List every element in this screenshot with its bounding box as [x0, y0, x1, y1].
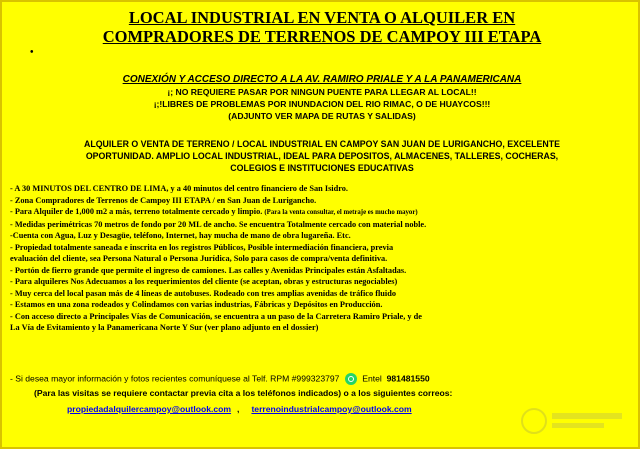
email-link-alquiler[interactable]: propiedadalquilercampoy@outlook.com: [67, 404, 232, 414]
feature-item: - Estamos en una zona rodeados y Colindamos con varias industrias, Fábricas y Depósitos en Producción.: [10, 300, 383, 309]
email-link-terreno[interactable]: terrenoindustrialcampoy@outlook.com: [251, 404, 412, 414]
title-line-2: COMPRADORES DE TERRENOS DE CAMPOY III ETAPA: [102, 27, 542, 46]
notice-no-flood: ¡;!LIBRES DE PROBLEMAS POR INUNDACION DEL RIO RIMAC, O DE HUAYCOS!!!: [153, 99, 491, 109]
feature-item: - Portón de fierro grande que permite el ingreso de camiones. Las calles y Avenidas Principales están Asfaltadas.: [10, 265, 407, 275]
feature-item: - Zona Compradores de Terrenos de Campoy III ETAPA / en San Juan de Lurigancho.: [10, 195, 317, 205]
notice-map: (ADJUNTO VER MAPA DE RUTAS Y SALIDAS): [228, 111, 416, 121]
feature-item: [10, 206, 638, 219]
feature-item: - A 30 MINUTOS DEL CENTRO DE LIMA, y a 40 minutos del centro financiero de San Isidro.: [10, 184, 348, 193]
intro-line-2: OPORTUNIDAD. AMPLIO LOCAL INDUSTRIAL, IDEAL PARA DEPOSITOS, ALMACENES, TALLERES, COCHERAS,: [85, 151, 559, 161]
feature-item: - Muy cerca del local pasan más de 4 líneas de autobuses. Rodeado con tres amplias avenidas de tráfico fluido: [10, 288, 396, 298]
access-heading: CONEXIÓN Y ACCESO DIRECTO A LA AV. RAMIRO PRIALE Y A LA PANAMERICANA: [122, 74, 522, 85]
watermark-logo: [520, 403, 630, 439]
feature-item: - Con acceso directo a Principales Vías de Comunicación, se encuentra a un paso de la Carretera Ramiro Priale, y de: [10, 311, 422, 321]
intro-paragraph: [2, 138, 640, 174]
feature-note: (Para la venta consultar, el metraje es mucho mayor): [264, 209, 418, 216]
feature-item: -Cuenta con Agua, Luz y Desagüe, teléfono, Internet, hay mucha de mano de obra lugareña. Etc.: [10, 231, 351, 240]
contact-info-text: - Si desea mayor información y fotos recientes comuníquese al Telf. RPM #999323797: [10, 373, 340, 384]
feature-item: - Propiedad totalmente saneada e inscrita en los registros Públicos, Posible intermediación financiera, previa: [10, 242, 394, 252]
feature-item: - Para alquileres Nos Adecuamos a los requerimientos del cliente (se aceptan, obras y estructuras negociables): [10, 277, 398, 286]
features-list: [10, 183, 638, 334]
whatsapp-icon: [345, 373, 357, 385]
feature-item: - Medidas perimétricas 70 metros de fondo por 20 ML de ancho. Se encuentra Totalmente cercado con material noble.: [10, 219, 427, 229]
feature-item: evaluación del cliente, sea Persona Natural o Persona Jurídica, Solo para casos de compra/venta definitiva.: [10, 254, 388, 263]
visits-text: (Para las visitas se requiere contactar previa cita a los teléfonos indicados) o a los siguientes correos:: [34, 388, 453, 398]
intro-line-3: COLEGIOS E INSTITUCIONES EDUCATIVAS: [230, 163, 414, 173]
email-separator: ,: [237, 404, 240, 414]
feature-text: - Para Alquiler de 1,000 m2 a más, terreno totalmente cercado y limpio.: [10, 207, 263, 216]
entel-label: Entel: [362, 373, 382, 384]
intro-line-1: ALQUILER O VENTA DE TERRENO / LOCAL INDUSTRIAL EN CAMPOY SAN JUAN DE LURIGANCHO, EXCELENTE: [83, 139, 561, 149]
title-line-1: LOCAL INDUSTRIAL EN VENTA O ALQUILER EN: [128, 8, 516, 27]
bullet-dot: •: [30, 47, 34, 58]
feature-item: La Vía de Evitamiento y la Panamericana Norte Y Sur (ver plano adjunto en el dossier): [10, 323, 319, 332]
contact-info: [10, 373, 640, 385]
entel-number: 981481550: [386, 373, 430, 384]
flyer-title: [2, 8, 640, 46]
notice-no-bridge: ¡; NO REQUIERE PASAR POR NINGUN PUENTE PARA LLEGAR AL LOCAL!!: [167, 87, 477, 97]
